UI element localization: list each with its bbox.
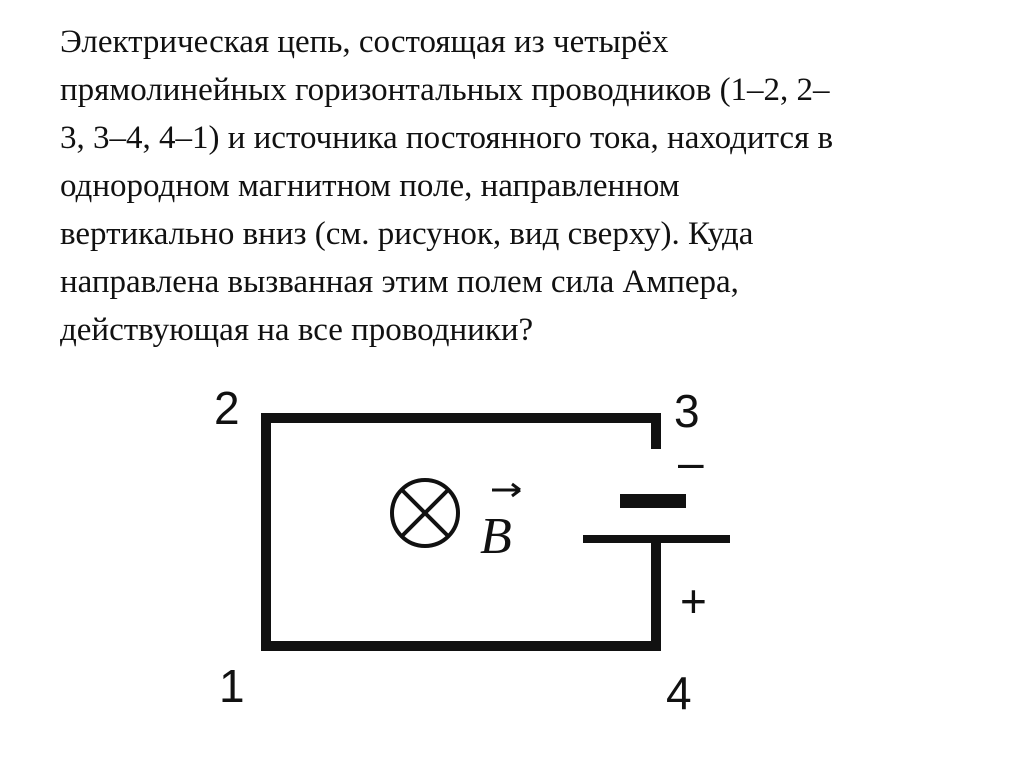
question-line: прямолинейных горизонтальных проводников (1–2, 2–: [60, 72, 830, 108]
question-line: 3, 3–4, 4–1) и источника постоянного тока, находится в: [60, 120, 834, 156]
field-symbol: B: [480, 508, 512, 565]
minus-sign: –: [678, 436, 704, 488]
question-line: направлена вызванная этим полем сила Ампера,: [60, 264, 739, 300]
wire-top-and-left: [266, 418, 656, 646]
circuit-wires: [266, 418, 656, 646]
field-vector-label: [480, 484, 520, 565]
question-line: однородном магнитном поле, направленном: [60, 168, 680, 204]
question-line: вертикально вниз (см. рисунок, вид сверху). Куда: [60, 216, 754, 252]
plus-sign: +: [680, 575, 707, 627]
question-line: Электрическая цепь, состоящая из четырёх: [60, 24, 669, 60]
node-label-1: 1: [219, 660, 245, 712]
node-label-4: 4: [666, 667, 692, 719]
dc-source: [583, 494, 730, 543]
battery-positive-plate: [583, 535, 730, 543]
cross-circle-icon: [392, 480, 458, 546]
node-label-3: 3: [674, 385, 700, 437]
node-label-2: 2: [214, 382, 240, 434]
battery-negative-plate: [620, 494, 686, 508]
question-line: действующая на все проводники?: [60, 312, 534, 348]
